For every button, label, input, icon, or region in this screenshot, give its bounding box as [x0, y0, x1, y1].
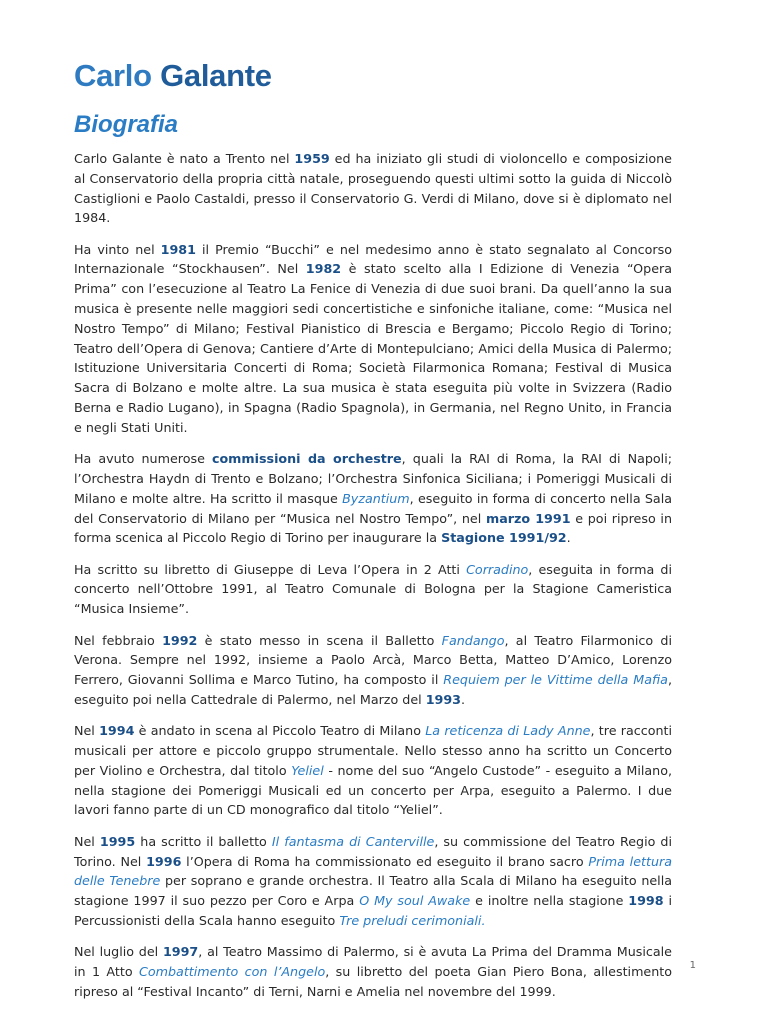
title-last-name: Galante: [160, 58, 272, 93]
paragraph-text: ha scritto il balletto: [135, 833, 272, 849]
page-title: [74, 56, 272, 96]
highlighted-term: 1996: [146, 853, 182, 869]
highlighted-term: marzo 1991: [485, 510, 571, 526]
work-title: Corradino: [466, 561, 529, 577]
paragraph-text: , eseguito poi nella Cattedrale di Palermo, nel Marzo del: [74, 672, 672, 707]
paragraph-text: , eseguita in forma di concerto nell’Ottobre 1991, al Teatro Comunale di Bologna per la Stagione Cameristica “Musica Insieme”.: [74, 561, 672, 617]
biography-paragraph: [74, 449, 672, 548]
work-title: Prima lettura delle Tenebre: [74, 853, 672, 889]
paragraph-text: ed ha iniziato gli studi di violoncello e composizione al Conservatorio della propria città natale, proseguendo questi ultimi sotto la guida di Niccolò Castiglioni e Paolo Castaldi, presso il Conservatorio G. Verdi di Milano, dove si è diplomato nel 1984.: [74, 151, 672, 226]
section-title: Biografia: [74, 111, 179, 138]
paragraph-text: .: [461, 691, 466, 707]
work-title: Fandango: [441, 632, 505, 648]
biography-body: [74, 149, 672, 1013]
biography-paragraph: [74, 942, 672, 1001]
work-title: La reticenza di Lady Anne: [425, 723, 591, 739]
paragraph-text: i Percussionisti della Scala hanno eseguito: [74, 893, 673, 928]
paragraph-text: il Premio “Bucchi” e nel medesimo anno è stato segnalato al Concorso Internazionale “Stockhausen”. Nel: [74, 241, 672, 277]
paragraph-text: .: [566, 530, 571, 546]
biography-paragraph: [74, 631, 672, 710]
paragraph-text: Carlo Galante è nato a Trento nel: [74, 151, 295, 166]
biography-paragraph: [74, 560, 672, 619]
paragraph-text: , quali la RAI di Roma, la RAI di Napoli; l’Orchestra Haydn di Trento e Bolzano; l’Orchestra Sinfonica Siciliana; i Pomeriggi Musicali di Milano e molte altre. Ha scritto il masque: [74, 451, 672, 506]
paragraph-text: Ha avuto numerose: [74, 451, 212, 467]
paragraph-text: Nel: [74, 723, 100, 739]
highlighted-term: 1994: [99, 723, 135, 739]
work-title: Combattimento con l’Angelo: [139, 963, 326, 979]
work-title: Byzantium: [342, 490, 410, 506]
page-number: 1: [689, 960, 696, 971]
highlighted-term: 1981: [160, 241, 196, 257]
work-title: O My soul Awake: [359, 893, 471, 909]
paragraph-text: , su libretto del poeta Gian Piero Bona, allestimento ripreso al “Festival Incanto” di Terni, Narni e Amelia nel novembre del 1999.: [74, 963, 673, 999]
paragraph-text: , su commissione del Teatro Regio di Torino. Nel: [74, 833, 673, 869]
paragraph-text: e inoltre nella stagione: [470, 893, 629, 909]
highlighted-term: 1993: [425, 691, 461, 707]
work-title: Il fantasma di Canterville: [271, 833, 435, 849]
paragraph-text: Ha scritto su libretto di Giuseppe di Leva l’Opera in 2 Atti: [74, 561, 467, 577]
paragraph-text: , al Teatro Massimo di Palermo, si è avuta La Prima del Dramma Musicale in 1 Atto: [74, 944, 672, 979]
paragraph-text: per soprano e grande orchestra. Il Teatro alla Scala di Milano ha eseguito nella stagione 1997 il suo pezzo per Coro e Arpa: [74, 873, 672, 909]
biography-paragraph: [74, 832, 672, 931]
paragraph-text: e poi ripreso in forma scenica al Piccolo Regio di Torino per inaugurare la: [74, 510, 672, 546]
paragraph-text: - nome del suo “Angelo Custode” - eseguito a Milano, nella stagione dei Pomeriggi Musicali ed un concerto per Arpa, eseguito a Palermo. I due lavori fanno parte di un CD monografico dal titolo “Yeliel”.: [74, 762, 672, 818]
biography-paragraph: [74, 149, 672, 228]
highlighted-term: 1995: [99, 833, 136, 849]
paragraph-text: Nel luglio del: [74, 944, 163, 960]
work-title: Tre preludi cerimoniali.: [339, 912, 486, 928]
paragraph-text: è andato in scena al Piccolo Teatro di Milano: [134, 723, 426, 739]
title-first-name: Carlo: [74, 58, 152, 93]
paragraph-text: , eseguito in forma di concerto nella Sala del Conservatorio di Milano per “Musica nel Nostro Tempo”, nel: [74, 490, 672, 526]
paragraph-text: è stato scelto alla I Edizione di Venezia “Opera Prima” con l’esecuzione al Teatro La Fenice di Venezia di due suoi brani. Da quell’anno la sua musica è presente nelle maggiori sedi concertistiche e sinfoniche italiane, come: “Musica nel Nostro Tempo” di Milano; Festival Pianistico di Brescia e Bergamo; Piccolo Regio di Torino; Teatro dell’Opera di Genova; Cantiere d’Arte di Montepulciano; Amici della Musica di Palermo; Istituzione Universitaria Concerti di Roma; Società Filarmonica Romana; Festival di Musica Sacra di Bolzano e molte altre. La sua musica è stata eseguita più volte in Svizzera (Radio Berna e Radio Lugano), in Spagna (Radio Spagnola), in Germania, nel Regno Unito, in Francia e negli Stati Uniti.: [74, 261, 672, 435]
highlighted-term: commissioni da orchestre: [211, 451, 402, 467]
highlighted-term: 1998: [628, 893, 664, 909]
paragraph-text: Nel: [74, 833, 100, 849]
biography-paragraph: [74, 240, 672, 438]
work-title: Yeliel: [291, 762, 324, 778]
highlighted-term: 1982: [305, 261, 342, 277]
paragraph-text: , tre racconti musicali per attore e piccolo gruppo strumentale. Nello stesso anno ha scritto un Concerto per Violino e Orchestra, dal titolo: [74, 723, 673, 778]
biography-paragraph: [74, 721, 672, 820]
work-title: Requiem per le Vittime della Mafia: [443, 672, 668, 688]
paragraph-text: l’Opera di Roma ha commissionato ed eseguito il brano sacro: [181, 853, 589, 869]
highlighted-term: 1992: [162, 632, 198, 648]
paragraph-text: è stato messo in scena il Balletto: [197, 632, 442, 648]
highlighted-term: 1959: [294, 151, 330, 166]
highlighted-term: Stagione 1991/92: [441, 530, 567, 546]
paragraph-text: Nel febbraio: [74, 632, 163, 648]
highlighted-term: 1997: [162, 944, 199, 960]
paragraph-text: , al Teatro Filarmonico di Verona. Sempre nel 1992, insieme a Paolo Arcà, Marco Betta, Matteo D’Amico, Lorenzo Ferrero, Giovanni Sollima e Marco Tutino, ha composto il: [74, 632, 673, 688]
paragraph-text: Ha vinto nel: [74, 241, 161, 257]
